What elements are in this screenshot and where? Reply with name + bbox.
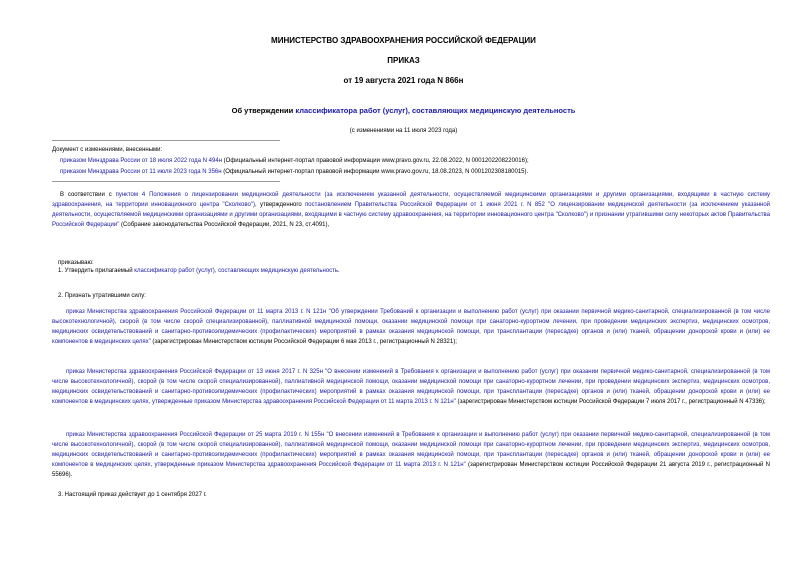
change-item (60, 157, 529, 165)
item-2: 2. Признать утратившими силу: (58, 293, 146, 299)
change-text: (Официальный интернет-портал правовой информации www.pravo.gov.ru, 22.08.2022, N 0001202208220016); (222, 158, 529, 164)
classifier-link[interactable]: классификатор работ (услуг), составляющих медицинскую деятельность (134, 268, 338, 274)
preamble-text: (Собрание законодательства Российской Федерации, 2021, N 23, ст.4091), (119, 222, 330, 228)
preamble-text: В соответствии с (60, 192, 116, 198)
title-link[interactable]: классификатора работ (услуг), составляющих медицинскую деятельность (295, 106, 576, 115)
change-link[interactable]: приказом Минздрава России от 11 июля 2023 года N 356н (60, 169, 222, 175)
repealed-item (52, 367, 770, 407)
change-link[interactable]: приказом Минздрава России от 18 июля 2022 года N 494н (60, 158, 223, 164)
repealed-item (52, 307, 770, 347)
ministry-heading: МИНИСТЕРСТВО ЗДРАВООХРАНЕНИЯ РОССИЙСКОЙ ФЕДЕРАЦИИ (271, 36, 536, 45)
change-item (60, 168, 528, 176)
doc-type-heading: ПРИКАЗ (387, 56, 420, 65)
order-word: приказываю: (58, 260, 94, 266)
preamble-paragraph (52, 190, 770, 230)
title-prefix: Об утверждении (231, 106, 296, 115)
changes-intro: Документ с изменениями, внесенными: (52, 147, 163, 153)
document-title (0, 106, 807, 115)
repealed-link[interactable]: приказ Министерства здравоохранения Российской Федерации от 25 марта 2019 г. N 155н "О внесении изменений в Требования к организации и выполнению работ (услуг) при оказании первичной медико-санитарной, специализированной (в том числе высокотехнологичной), скорой (в том числе скорой специализированной), паллиативной медицинской помощи, оказании медицинской помощи при санаторно-курортном лечении, при проведении медицинских экспертиз, медицинских осмотров, медицинских освидетельствований и санитарно-противоэпидемических (профилактических) мероприятий в рамках оказания медицинской помощи, при трансплантации (пересадке) органов и (или) тканей, обращении донорской крови и (или) ее компонентов в медицинских целях, утвержденные приказом Министерства здравоохранения Российской Федерации от 11 марта 2013 г. N 121н" (52, 432, 770, 468)
item-1-text: 1. Утвердить прилагаемый (58, 268, 135, 274)
repealed-link[interactable]: приказ Министерства здравоохранения Российской Федерации от 11 марта 2013 г. N 121н "Об утверждении Требований к организации и выполнению работ (услуг) при оказании первичной медико-санитарной, специализированной (в том числе высокотехнологичной), скорой (в том числе скорой специализированной), паллиативной медицинской помощи, оказании медицинской помощи при санаторно-курортном лечении, при проведении медицинских экспертиз, медицинских осмотров, медицинских освидетельствований и санитарно-противоэпидемических (профилактических) мероприятий в рамках оказания медицинской помощи, при трансплантации (пересадке) органов и (или) тканей, обращении донорской крови и (или) ее компонентов в медицинских целях" (52, 309, 770, 345)
revision-note: (с изменениями на 11 июля 2023 года) (349, 128, 458, 134)
change-text: (Официальный интернет-портал правовой информации www.pravo.gov.ru, 18.08.2023, N 0001202308180015). (221, 169, 529, 175)
item-1 (58, 267, 340, 275)
item-1-text: . (337, 268, 340, 274)
date-number-heading: от 19 августа 2021 года N 866н (343, 76, 464, 85)
divider-bottom (52, 181, 280, 182)
divider-top (52, 140, 280, 141)
repealed-text: (зарегистрирован Министерством юстиции Российской Федерации 6 мая 2013 г., регистрационный N 28321); (150, 339, 457, 345)
preamble-link-resolution[interactable]: постановлением Правительства Российской Федерации от 1 июня 2021 г. N 852 "О лицензировании медицинской деятельности (за исключением указанной деятельности, осуществляемой медицинскими организациями и другими организациями, входящими в частную систему здравоохранения, на территории инновационного центра "Сколково") и признании утратившими силу некоторых актов Правительства Российской Федерации" (52, 202, 771, 228)
repealed-link[interactable]: приказ Министерства здравоохранения Российской Федерации от 13 июня 2017 г. N 325н "О внесении изменений в Требования к организации и выполнению работ (услуг) при оказании первичной медико-санитарной, специализированной (в том числе высокотехнологичной), скорой (в том числе скорой специализированной), паллиативной медицинской помощи, оказании медицинской помощи при санаторно-курортном лечении, при проведении медицинских экспертиз, медицинских осмотров, медицинских освидетельствований и санитарно-противоэпидемических (профилактических) мероприятий в рамках оказания медицинской помощи, при трансплантации (пересадке) органов и (или) тканей, обращении донорской крови и (или) ее компонентов в медицинских целях, утвержденные приказом Министерства здравоохранения Российской Федерации от 11 марта 2013 г. N 121н" (52, 369, 770, 405)
repealed-text: (зарегистрирован Министерством юстиции Российской Федерации 21 августа 2019 г., регистрационный N 55696). (52, 462, 770, 478)
repealed-item (52, 430, 770, 480)
item-3: 3. Настоящий приказ действует до 1 сентября 2027 г. (58, 492, 207, 498)
repealed-text: (зарегистрирован Министерством юстиции Российской Федерации 7 июля 2017 г., регистрационный N 47336); (455, 399, 766, 405)
preamble-text: , утвержденного (254, 202, 306, 208)
preamble-link-regulation[interactable]: пунктом 4 Положения о лицензировании медицинской деятельности (за исключением указанной деятельности, осуществляемой медицинскими организациями и другими организациями, входящими в частную систему здравоохранения, на территории инновационного центра "Сколково") (52, 192, 771, 208)
